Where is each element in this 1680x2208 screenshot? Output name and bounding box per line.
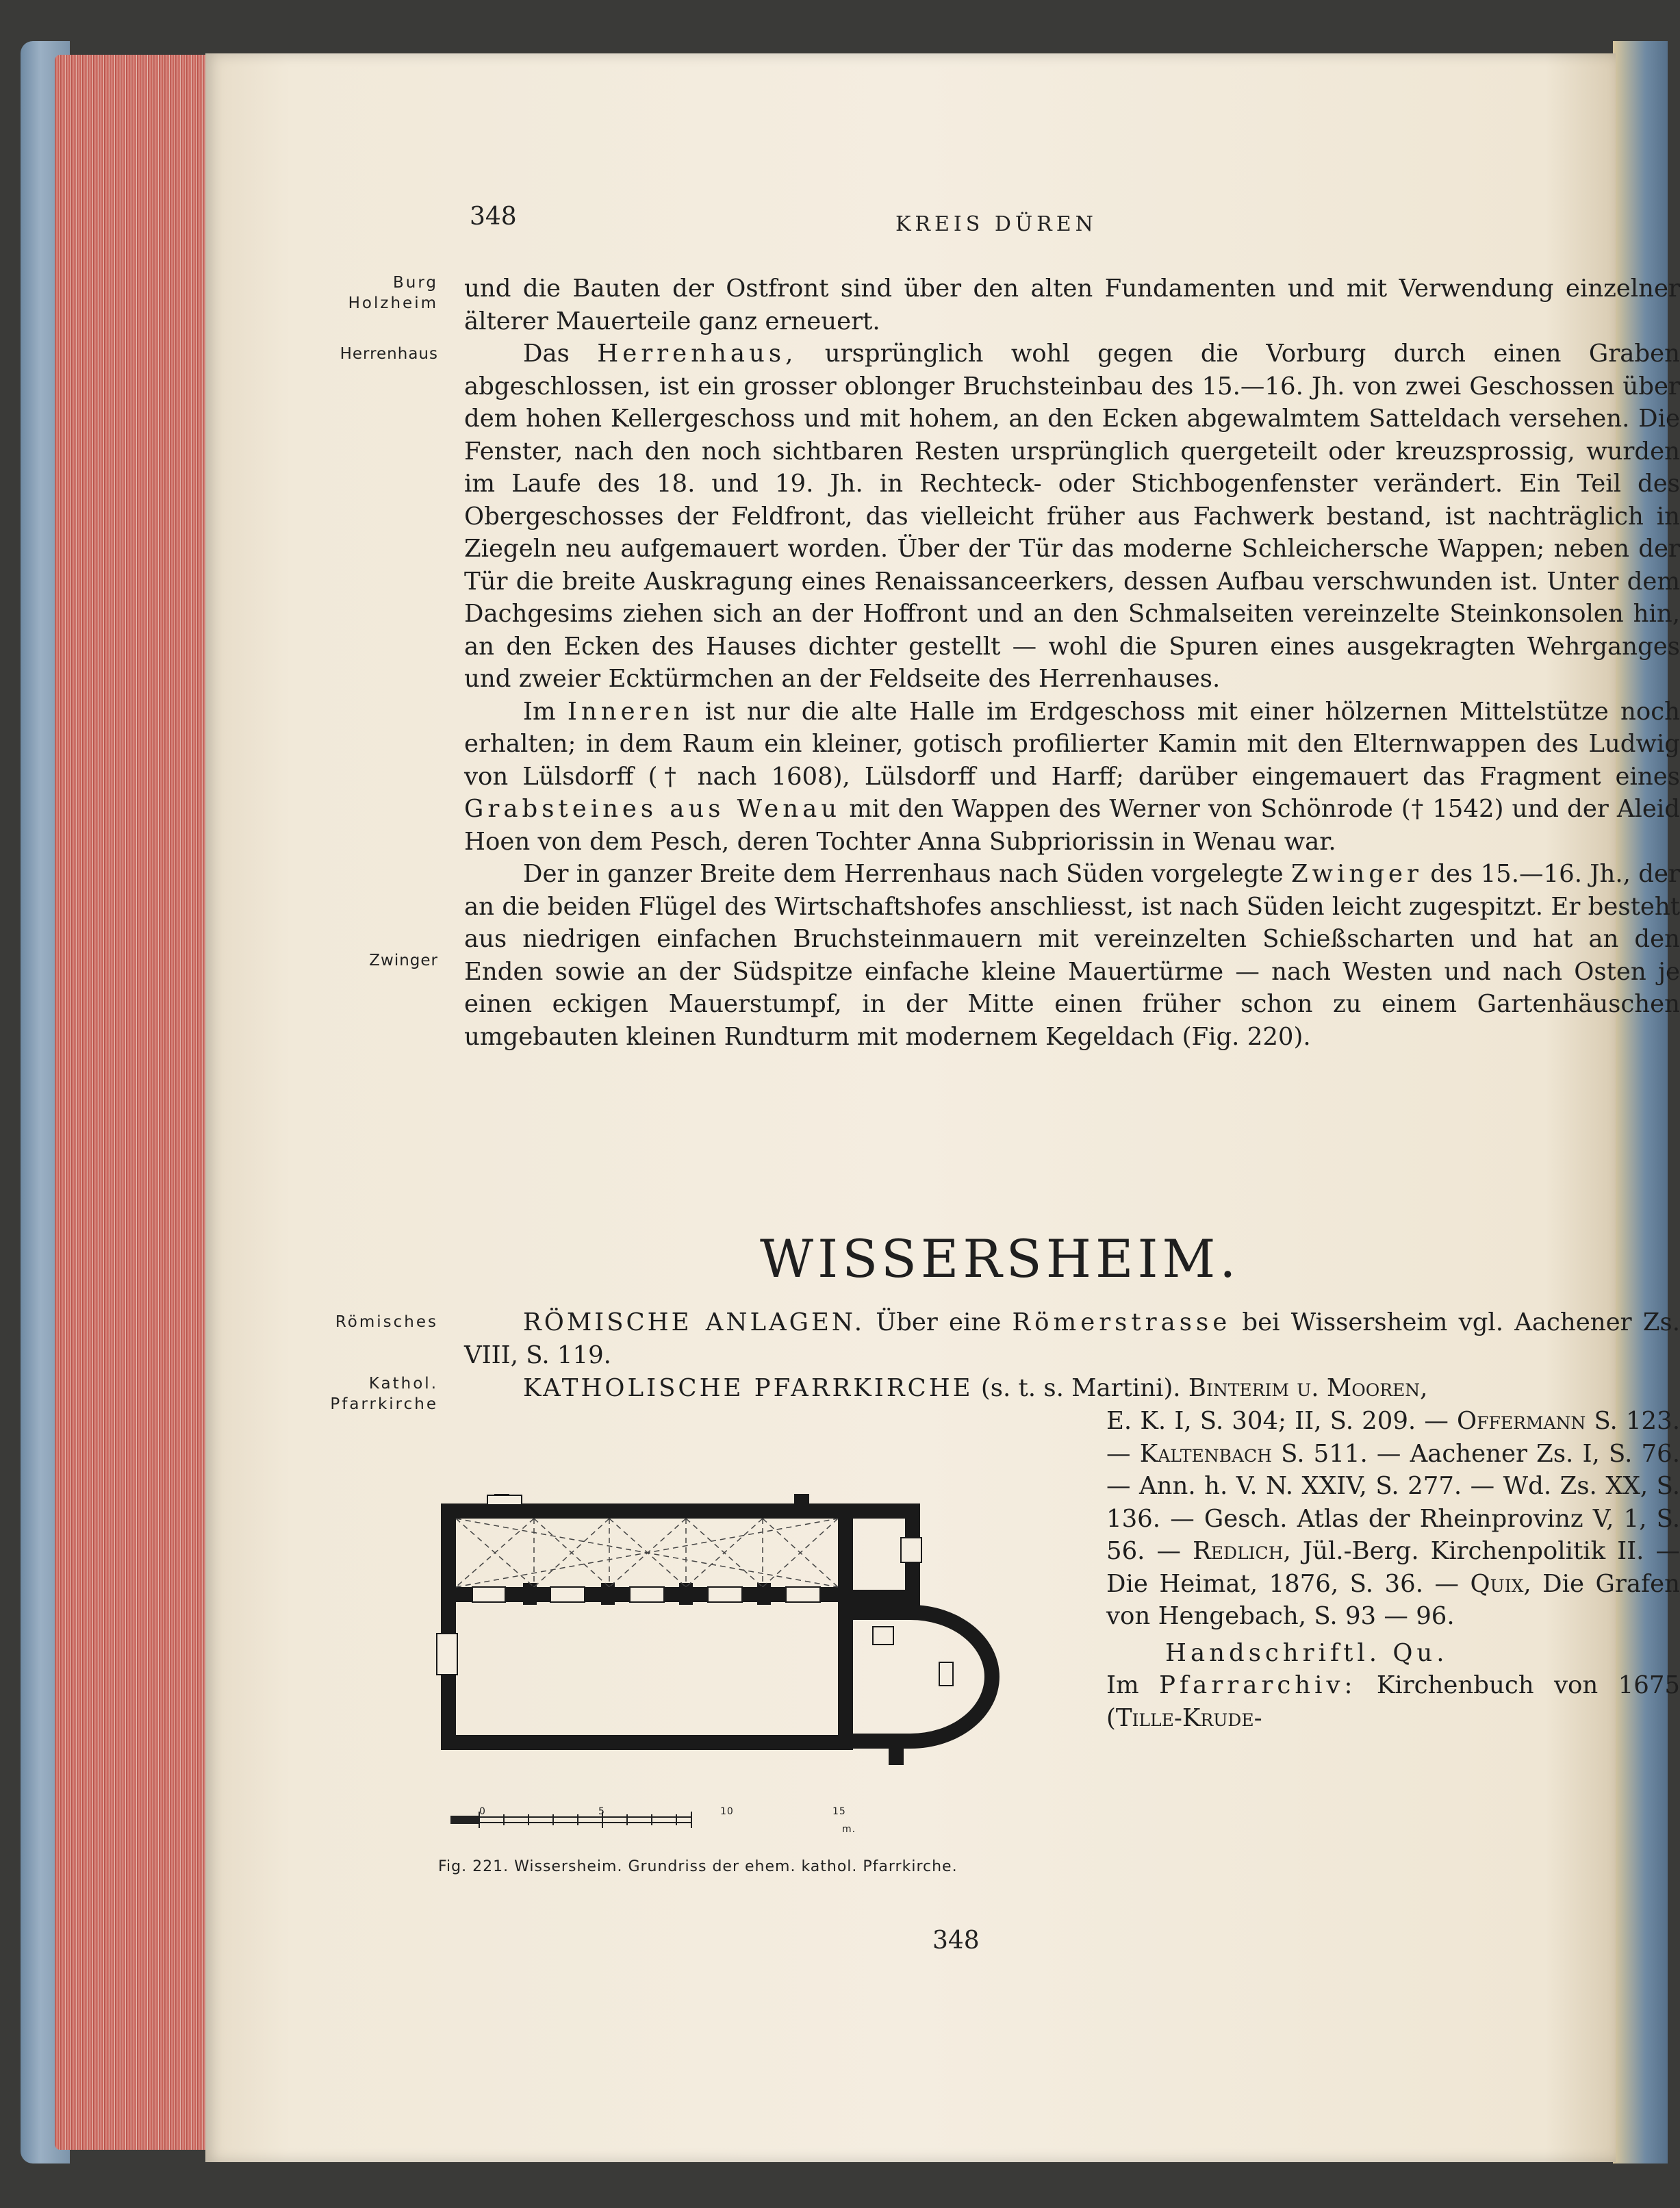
scale-bar [450, 1812, 691, 1828]
margin-note-holzheim: Holzheim [348, 294, 438, 312]
bib-d: Jül.-Berg. Kirchenpolitik II. — Die Heimat, 1876, S. 36. — [1106, 1537, 1680, 1598]
pfarr-text1: Im [1106, 1671, 1160, 1699]
p3-spaced-inneren: Inneren [567, 697, 693, 726]
p4-spaced-zwinger: Zwinger [1291, 860, 1423, 888]
p2-lead: Das [523, 340, 598, 368]
p3-lead: Im [523, 697, 568, 726]
handschriftl-line [1106, 1637, 1680, 1670]
church-heading: KATHOLISCHE PFARRKIRCHE [523, 1374, 973, 1402]
margin-note-pfarrkirche: Pfarrkirche [330, 1395, 438, 1413]
bib-e: Die Grafen von Hengebach, S. 93 — 96. [1106, 1569, 1680, 1630]
section-title: WISSERSHEIM. [760, 1228, 1240, 1289]
plan-walls [441, 1494, 920, 1765]
paragraph-2 [464, 338, 1680, 696]
margin-note-kathol-pfarrkirche [205, 1373, 438, 1414]
bib-a: E. K. I, S. 304; II, S. 209. — [1106, 1407, 1449, 1435]
margin-note-burg-holzheim [205, 272, 438, 314]
church-ref-binterim: Binterim u. Mooren, [1188, 1374, 1428, 1402]
header-page-number: 348 [470, 203, 517, 231]
p3-rest: mit den Wappen des Werner von Schönrode († 1542) und der Aleid Hoen von dem Pesch, deren Tochter Anna Subpriorissin in Wenau war. [464, 795, 1680, 856]
page-edges [55, 55, 205, 2150]
scale-label-0: 0 [479, 1806, 486, 1817]
scale-label-15: 15 [832, 1806, 846, 1817]
pfarrarchiv-line [1106, 1669, 1680, 1734]
paragraph-1: und die Bauten der Ostfront sind über den alten Fundamenten und mit Verwendung einzelner älterer Mauerteile ganz erneuert. [464, 275, 1680, 335]
p2-rest: ursprünglich wohl gegen die Vorburg durch einen Graben abgeschlossen, ist ein grosser oblonger Bruchsteinbau des 15.—16. Jh. von zwei Geschossen über dem hohen Kellergeschoss und mit hohem, an den Ecken abgewalmtem Satteldach versehen. Die Fenster, nach den noch sichtbaren Resten ursprünglich quergeteilt oder kreuzsprossig, wurden im Laufe des 18. und 19. Jh. in Rechteck- oder Stichbogenfenster verändert. Ein Teil des Obergeschosses der Feldfront, das vielleicht früher aus Fachwerk bestand, ist nachträglich in Ziegeln neu aufgemauert worden. Über der Tür das moderne Schleichersche Wappen; neben der Tür die breite Auskragung eines Renaissanceerkers, dessen Aufbau verschwunden ist. Unter dem Dachgesims ziehen sich an der Hoffront und an den Schmalseiten vereinzelte Steinkonsolen hin, an den Ecken des Hauses dichter gestellt — wohl die Spuren eines ausgekragten Wehrganges und zweier Ecktürmchen an der Feldseite des Herrenhauses. [464, 340, 1680, 693]
bibliography-column [1106, 1405, 1680, 1734]
scale-unit: m. [842, 1824, 856, 1835]
roman-entry-text2: bei Wissersheim vgl. Aachener Zs. VIII, S. 119. [464, 1308, 1680, 1369]
pfarrarchiv: Pfarrarchiv: [1159, 1671, 1357, 1699]
bib-redlich: Redlich, [1193, 1537, 1291, 1565]
roman-entry [464, 1306, 1680, 1371]
figure-caption: Fig. 221. Wissersheim. Grundriss der ehem. kathol. Pfarrkirche. [438, 1858, 958, 1875]
pfarr-text2: Kirchenbuch von 1675 ( [1106, 1671, 1680, 1732]
p4-lead: Der in ganzer Breite dem Herrenhaus nach Süden vorgelegte [523, 860, 1291, 888]
bib-kaltenbach: Kaltenbach [1139, 1439, 1272, 1468]
bib-quix: Quix, [1470, 1569, 1531, 1598]
body-text [464, 272, 1680, 1053]
roman-entry-spaced: Römerstrasse [1012, 1308, 1232, 1336]
running-head: KREIS DÜREN [895, 212, 1097, 236]
paragraph-3 [464, 696, 1680, 859]
p4-rest: des 15.—16. Jh., der an die beiden Flügel des Wirtschaftshofes anschliesst, ist nach Süden leicht zugespitzt. Er besteht aus niedrigen einfachen Bruchsteinmauern mit vereinzelten Schießscharten und hat an den Enden sowie an der Südspitze einfache kleine Mauertürme — nach Westen und nach Osten je einen eckigen Mauerstumpf, in der Mitte einen früher schon zu einem Gartenhäuschen umgebauten kleinen Rundturm mit modernem Kegeldach (Fig. 220). [464, 860, 1680, 1051]
p3-mid: ist nur die alte Halle im Erdgeschoss mit einer hölzernen Mittelstütze noch erhalten; in dem Raum ein kleiner, gotisch profilierter Kamin mit den Elternwappen des Ludwig von Lülsdorff († nach 1608), Lülsdorff und Harff; darüber eingemauert das Fragment eines [464, 697, 1680, 791]
footer-page-number: 348 [932, 1927, 980, 1955]
handschriftl: Handschriftl. Qu. [1165, 1638, 1449, 1667]
margin-note-burg: Burg [392, 274, 438, 292]
church-entry-line [523, 1372, 1680, 1405]
margin-note-kathol: Kathol. [368, 1375, 438, 1393]
floor-plan-figure [431, 1428, 1089, 1832]
church-text: (s. t. s. Martini). [973, 1374, 1188, 1402]
bib-tille: Tille-Krude- [1115, 1703, 1262, 1732]
p3-spaced-grabstein: Grabsteines aus Wenau [464, 795, 841, 823]
book-page [205, 53, 1680, 2162]
margin-note-zwinger: Zwinger [369, 952, 438, 969]
scale-label-5: 5 [598, 1806, 605, 1817]
paragraph-4 [464, 858, 1680, 1053]
bib-offermann: Offermann [1457, 1407, 1586, 1435]
margin-note-herrenhaus: Herrenhaus [340, 345, 438, 363]
bib-b: S. 123. — [1106, 1407, 1680, 1468]
roman-entry-text1: Über eine [865, 1308, 1013, 1336]
bib-c: S. 511. — Aachener Zs. I, S. 76. — Ann. h. V. N. XXIV, S. 277. — Wd. Zs. XX, S. 136. — Gesch. Atlas der Rheinprovinz V, 1, S. 56. — [1106, 1439, 1680, 1565]
margin-note-roemisches: Römisches [335, 1313, 438, 1331]
vault-lines [456, 1519, 838, 1587]
roman-entry-heading: RÖMISCHE ANLAGEN. [523, 1308, 865, 1336]
bibliography-text [1106, 1405, 1680, 1633]
p2-spaced-herrenhaus: Herrenhaus, [597, 340, 798, 368]
scale-label-10: 10 [720, 1806, 734, 1817]
